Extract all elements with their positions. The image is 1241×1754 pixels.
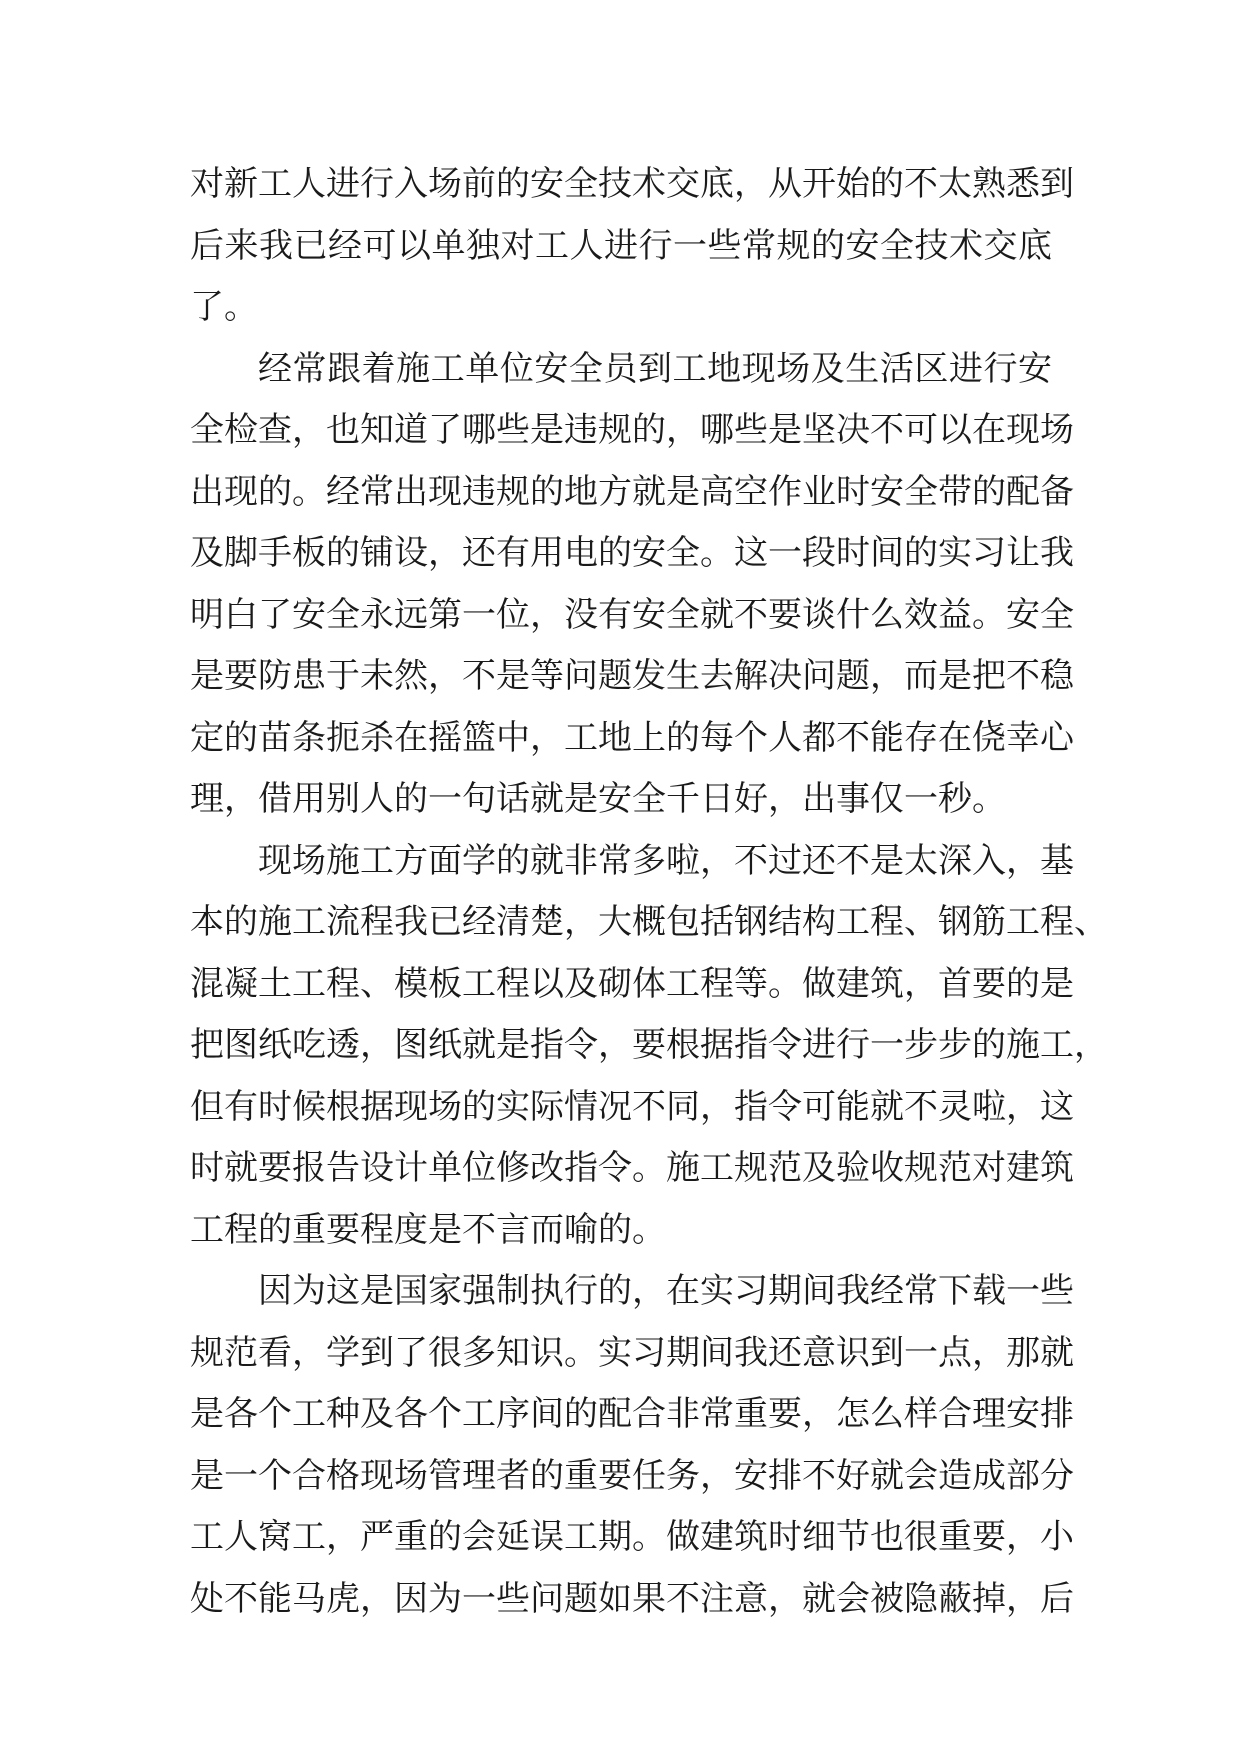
text-line: 经常跟着施工单位安全员到工地现场及生活区进行安 (258, 348, 1052, 389)
text-line: 处不能马虎，因为一些问题如果不注意，就会被隐蔽掉，后 (190, 1578, 1074, 1619)
text-line: 现场施工方面学的就非常多啦，不过还不是太深入，基 (258, 840, 1074, 881)
body-text (190, 154, 1108, 1630)
text-line: 是一个合格现场管理者的重要任务，安排不好就会造成部分 (190, 1455, 1074, 1496)
text-line: 工程的重要程度是不言而喻的。 (190, 1209, 666, 1250)
text-line: 把图纸吃透，图纸就是指令，要根据指令进行一步步的施工， (190, 1025, 1108, 1065)
text-line: 工人窝工，严重的会延误工期。做建筑时细节也很重要，小 (190, 1517, 1074, 1557)
text-line: 是各个工种及各个工序间的配合非常重要，怎么样合理安排 (190, 1394, 1074, 1434)
text-line: 混凝土工程、模板工程以及砌体工程等。做建筑，首要的是 (190, 963, 1074, 1004)
text-line: 对新工人进行入场前的安全技术交底，从开始的不太熟悉到 (190, 164, 1074, 204)
text-line: 本的施工流程我已经清楚，大概包括钢结构工程、钢筋工程、 (190, 902, 1108, 942)
paragraph-4 (190, 1261, 1074, 1630)
paragraph-2 (190, 339, 1074, 831)
paragraph-1 (190, 154, 1074, 339)
text-line: 定的苗条扼杀在摇篮中，工地上的每个人都不能存在侥幸心 (190, 717, 1074, 758)
text-line: 理，借用别人的一句话就是安全千日好，出事仅一秒。 (190, 779, 1006, 819)
text-line: 规范看，学到了很多知识。实习期间我还意识到一点，那就 (190, 1332, 1074, 1373)
paragraph-3 (190, 831, 1108, 1262)
text-line: 但有时候根据现场的实际情况不同，指令可能就不灵啦，这 (190, 1086, 1074, 1127)
text-line: 时就要报告设计单位修改指令。施工规范及验收规范对建筑 (190, 1148, 1074, 1188)
text-line: 因为这是国家强制执行的，在实习期间我经常下载一些 (258, 1271, 1074, 1311)
text-line: 全检查，也知道了哪些是违规的，哪些是坚决不可以在现场 (190, 410, 1074, 450)
text-line: 是要防患于未然，不是等问题发生去解决问题，而是把不稳 (190, 656, 1074, 696)
text-line: 了。 (190, 287, 258, 327)
text-line: 出现的。经常出现违规的地方就是高空作业时安全带的配备 (190, 471, 1074, 512)
text-line: 后来我已经可以单独对工人进行一些常规的安全技术交底 (190, 225, 1052, 266)
text-line: 及脚手板的铺设，还有用电的安全。这一段时间的实习让我 (190, 533, 1074, 573)
text-line: 明白了安全永远第一位，没有安全就不要谈什么效益。安全 (190, 594, 1074, 635)
